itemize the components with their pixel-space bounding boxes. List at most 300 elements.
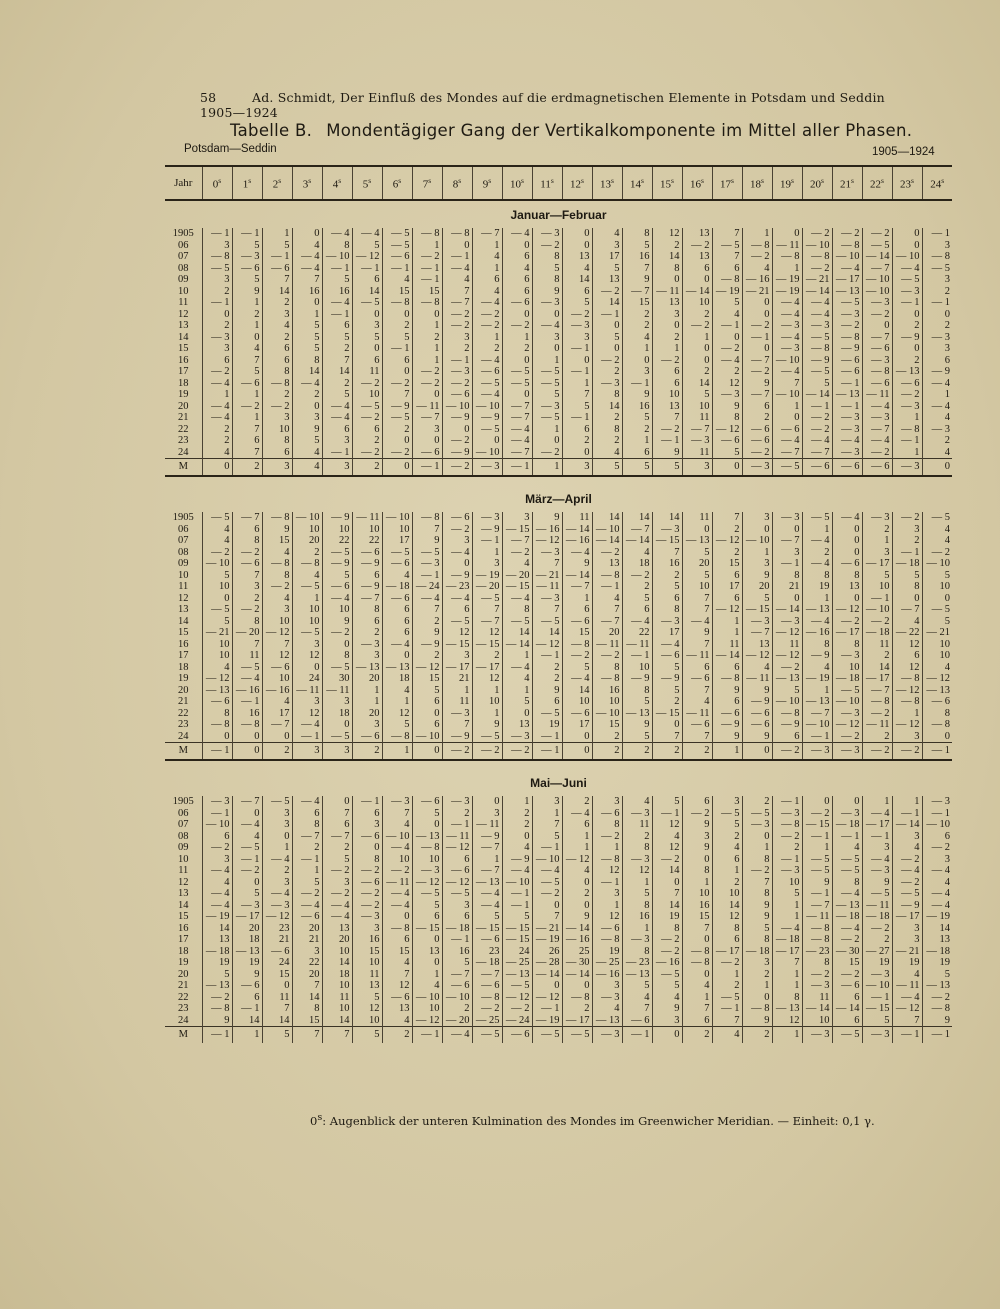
value-cell: 2 [742,1027,772,1044]
value-cell: 6 [352,570,382,582]
value-cell: 1 [472,708,502,720]
value-cell: 3 [292,946,322,958]
value-cell: 2 [862,934,892,946]
year-cell: 12 [178,876,189,888]
value-cell: — 4 [772,297,802,309]
hour-header: 23$^s$ [892,166,922,200]
table-row [165,731,952,743]
year-cell: 23 [178,435,189,446]
hour-header: 0$^s$ [202,166,232,200]
value-cell: 1 [742,842,772,854]
value-cell: 5 [682,570,712,582]
table-row [165,389,952,401]
value-cell: — 1 [802,888,832,900]
year-cell: 17 [178,650,189,661]
value-cell: 18 [322,969,352,981]
value-cell: 11 [712,639,742,651]
value-cell: 10 [652,389,682,401]
value-cell: — 11 [682,650,712,662]
value-cell: 0 [352,842,382,854]
value-cell: — 1 [412,1027,442,1044]
value-cell: — 4 [772,923,802,935]
table-row [165,934,952,946]
value-cell: 10 [862,581,892,593]
value-cell: 0 [502,240,532,252]
value-cell: 5 [292,877,322,889]
value-cell: 2 [442,1003,472,1015]
value-cell: — 14 [802,1003,832,1015]
value-cell: — 6 [262,263,292,275]
value-cell: 1 [682,332,712,344]
value-cell: — 11 [802,911,832,923]
value-cell: 7 [712,512,742,524]
value-cell: 2 [622,581,652,593]
value-cell: — 14 [502,639,532,651]
value-cell: 3 [712,796,742,808]
value-cell: 0 [892,309,922,321]
value-cell: 6 [352,424,382,436]
value-cell: — 18 [922,946,952,958]
value-cell: — 25 [472,1015,502,1027]
value-cell: — 1 [622,1027,652,1044]
table-row [165,251,952,263]
value-cell: 5 [202,570,232,582]
year-cell: 10 [178,285,189,297]
value-cell: 1 [802,842,832,854]
value-cell: — 17 [832,274,862,286]
value-cell: — 5 [712,808,742,820]
value-cell: — 3 [772,808,802,820]
value-cell: — 2 [892,854,922,866]
value-cell: 0 [652,1027,682,1044]
value-cell: — 2 [832,969,862,981]
value-cell: 3 [652,1015,682,1027]
value-cell: 13 [592,558,622,570]
table-row [165,401,952,413]
value-cell: 0 [382,435,412,447]
value-cell: — 1 [322,447,352,459]
value-cell: 10 [772,877,802,889]
value-cell: 4 [292,570,322,582]
value-cell: 2 [712,980,742,992]
value-cell: — 5 [832,1027,862,1044]
value-cell: 5 [382,719,412,731]
value-cell: — 6 [922,696,952,708]
value-cell: — 1 [592,309,622,321]
value-cell: 9 [742,731,772,743]
value-cell: 9 [412,535,442,547]
value-cell: — 10 [772,355,802,367]
value-cell: 6 [352,616,382,628]
value-cell: — 3 [772,616,802,628]
section-divider [165,476,952,485]
value-cell: 8 [652,604,682,616]
value-cell: — 10 [442,992,472,1004]
value-cell: — 4 [892,992,922,1004]
hour-header: 11$^s$ [532,166,562,200]
value-cell: — 17 [472,662,502,674]
value-cell: 12 [712,911,742,923]
value-cell: — 7 [472,969,502,981]
value-cell: — 4 [532,865,562,877]
section-title-row [165,485,952,512]
year-cell: 16 [178,638,189,650]
value-cell: — 4 [502,593,532,605]
value-cell: — 1 [922,808,952,820]
value-cell: 2 [262,389,292,401]
value-cell: — 7 [622,286,652,298]
value-cell: 22 [352,535,382,547]
value-cell: 4 [382,957,412,969]
value-cell: — 13 [592,1015,622,1027]
value-cell: — 3 [802,743,832,761]
value-cell: 4 [262,547,292,559]
value-cell: 13 [652,401,682,413]
value-cell: 5 [322,570,352,582]
value-cell: — 3 [352,639,382,651]
value-cell: 2 [712,366,742,378]
value-cell: 12 [262,650,292,662]
value-cell: 0 [742,743,772,761]
hour-header: 2$^s$ [262,166,292,200]
hour-header: 19$^s$ [772,166,802,200]
value-cell: 6 [922,355,952,367]
value-cell: — 15 [502,934,532,946]
value-cell: — 3 [352,911,382,923]
value-cell: — 13 [622,969,652,981]
year-cell: 14 [178,331,189,343]
value-cell: 6 [382,616,412,628]
value-cell: — 4 [442,1027,472,1044]
year-cell: 16 [178,354,189,366]
value-cell: 14 [322,366,352,378]
value-cell: — 3 [442,708,472,720]
value-cell: — 14 [862,251,892,263]
value-cell: — 12 [712,424,742,436]
value-cell: 6 [652,366,682,378]
value-cell: 2 [652,743,682,761]
value-cell: — 6 [322,581,352,593]
hour-header: 10$^s$ [502,166,532,200]
value-cell: — 15 [862,1003,892,1015]
year-cell: 23 [178,1003,189,1014]
value-cell: 10 [322,524,352,536]
value-cell: 7 [622,263,652,275]
value-cell: — 6 [712,435,742,447]
value-cell: — 2 [472,320,502,332]
table-row [165,946,952,958]
hour-header: 18$^s$ [742,166,772,200]
value-cell: — 10 [202,558,232,570]
table-row [165,662,952,674]
value-cell: — 4 [862,435,892,447]
value-cell: 4 [892,969,922,981]
value-cell: 23 [472,946,502,958]
value-cell: — 6 [502,297,532,309]
value-cell: — 2 [862,309,892,321]
value-cell: — 19 [472,570,502,582]
value-cell: 5 [412,808,442,820]
value-cell: — 14 [562,570,592,582]
value-cell: — 12 [412,1015,442,1027]
value-cell: — 4 [772,332,802,344]
value-cell: — 11 [742,673,772,685]
value-cell: 0 [562,877,592,889]
value-cell: 8 [592,662,622,674]
value-cell: 7 [442,719,472,731]
value-cell: 12 [892,662,922,674]
table-row [165,424,952,436]
value-cell: 5 [652,662,682,674]
value-cell: 7 [262,274,292,286]
value-cell: — 4 [922,865,952,877]
value-cell: 2 [892,320,922,332]
value-cell: 0 [262,831,292,843]
value-cell: 10 [352,957,382,969]
value-cell: — 8 [592,570,622,582]
table-row [165,627,952,639]
value-cell: 0 [412,934,442,946]
value-cell: 0 [472,435,502,447]
value-cell: 18 [232,934,262,946]
value-cell: — 3 [532,547,562,559]
value-cell: — 2 [682,808,712,820]
value-cell: — 6 [412,447,442,459]
value-cell: — 2 [802,808,832,820]
value-cell: — 7 [742,355,772,367]
value-cell: 7 [292,274,322,286]
value-cell: — 8 [772,819,802,831]
value-cell: 11 [802,992,832,1004]
value-cell: — 2 [592,355,622,367]
value-cell: — 3 [622,854,652,866]
value-cell: — 17 [862,558,892,570]
year-cell: 12 [178,308,189,320]
value-cell: — 3 [742,616,772,628]
value-cell: — 1 [442,819,472,831]
value-cell: — 19 [772,274,802,286]
value-cell: 1 [772,980,802,992]
value-cell: 5 [622,888,652,900]
value-cell: — 4 [682,616,712,628]
value-cell: — 4 [772,309,802,321]
footnote-symbol: 0$^s$ [310,1112,323,1128]
value-cell: — 4 [562,547,592,559]
value-cell: — 5 [532,1027,562,1044]
table-row [165,570,952,582]
value-cell: — 4 [502,435,532,447]
value-cell: — 10 [742,535,772,547]
value-cell: 2 [382,424,412,436]
value-cell: — 10 [862,274,892,286]
value-cell: 0 [922,459,952,477]
value-cell: 7 [232,424,262,436]
value-cell: 0 [742,524,772,536]
value-cell: — 1 [202,808,232,820]
value-cell: — 3 [412,558,442,570]
value-cell: — 8 [712,673,742,685]
value-cell: 10 [202,639,232,651]
value-cell: — 6 [562,708,592,720]
value-cell: 7 [682,639,712,651]
value-cell: 15 [412,286,442,298]
value-cell: 0 [742,297,772,309]
value-cell: 4 [592,228,622,240]
value-cell: 4 [922,535,952,547]
hour-header: 16$^s$ [682,166,712,200]
value-cell: — 1 [832,831,862,843]
value-cell: — 8 [832,240,862,252]
value-cell: 9 [232,969,262,981]
value-cell: 5 [622,593,652,605]
year-cell: 08 [178,262,189,274]
value-cell: — 2 [802,263,832,275]
table-row [165,923,952,935]
value-cell: 2 [292,842,322,854]
value-cell: — 12 [832,719,862,731]
table-row [165,969,952,981]
value-cell: 8 [532,274,562,286]
value-cell: — 8 [202,251,232,263]
value-cell: — 2 [802,228,832,240]
value-cell: — 13 [832,389,862,401]
value-cell: 2 [472,650,502,662]
value-cell: — 8 [202,719,232,731]
value-cell: — 18 [202,946,232,958]
value-cell: 7 [562,389,592,401]
value-cell: — 3 [202,332,232,344]
value-cell: 6 [562,286,592,298]
value-cell: — 5 [802,332,832,344]
value-cell: 5 [922,570,952,582]
value-cell: — 6 [352,547,382,559]
value-cell: 5 [322,389,352,401]
value-cell: 3 [592,888,622,900]
value-cell: — 1 [532,743,562,761]
hour-header: 15$^s$ [652,166,682,200]
value-cell: 4 [502,673,532,685]
value-cell: 3 [292,743,322,761]
table-row [165,366,952,378]
table-row [165,854,952,866]
value-cell: — 3 [592,1027,622,1044]
value-cell: 10 [322,604,352,616]
value-cell: 4 [922,662,952,674]
value-cell: — 13 [772,673,802,685]
value-cell: — 3 [772,865,802,877]
value-cell: — 2 [892,743,922,761]
value-cell: 1 [412,969,442,981]
value-cell: 13 [832,581,862,593]
value-cell: — 12 [712,604,742,616]
year-cell: 21 [178,412,189,423]
value-cell: — 6 [352,831,382,843]
value-cell: 4 [202,524,232,536]
value-cell: 3 [442,535,472,547]
value-cell: 6 [352,355,382,367]
value-cell: 8 [262,435,292,447]
value-cell: 9 [922,1015,952,1027]
value-cell: — 4 [652,639,682,651]
value-cell: — 2 [742,320,772,332]
value-cell: — 4 [922,900,952,912]
value-cell: — 21 [892,946,922,958]
year-cell: 23 [178,719,189,730]
value-cell: — 4 [292,378,322,390]
value-cell: 2 [532,673,562,685]
value-cell: 15 [682,911,712,923]
value-cell: 5 [682,547,712,559]
value-cell: 22 [292,957,322,969]
value-cell: — 1 [412,263,442,275]
value-cell: — 9 [772,719,802,731]
value-cell: — 1 [502,888,532,900]
table-row [165,558,952,570]
value-cell: 5 [352,240,382,252]
value-cell: 10 [292,524,322,536]
value-cell: — 2 [802,424,832,436]
value-cell: 10 [292,604,322,616]
value-cell: — 10 [412,731,442,743]
value-cell: — 10 [772,389,802,401]
value-cell: — 4 [232,819,262,831]
value-cell: 0 [292,401,322,413]
year-cell: 19 [178,673,189,684]
value-cell: 4 [502,842,532,854]
value-cell: — 5 [502,366,532,378]
value-cell: 4 [232,343,262,355]
value-cell: — 3 [832,424,862,436]
value-cell: 16 [682,900,712,912]
value-cell: — 7 [442,969,472,981]
value-cell: — 9 [472,412,502,424]
value-cell: — 9 [502,854,532,866]
value-cell: 24 [262,957,292,969]
value-cell: 3 [532,796,562,808]
value-cell: — 5 [832,685,862,697]
value-cell: 3 [292,696,322,708]
value-cell: 14 [682,378,712,390]
value-cell: 7 [532,558,562,570]
value-cell: — 5 [502,980,532,992]
value-cell: — 3 [772,512,802,524]
value-cell: — 2 [352,900,382,912]
value-cell: 8 [502,604,532,616]
value-cell: — 6 [472,980,502,992]
value-cell: 9 [742,900,772,912]
value-cell: 9 [742,911,772,923]
value-cell: 26 [532,946,562,958]
value-cell: 8 [922,708,952,720]
value-cell: — 2 [832,731,862,743]
value-cell: 3 [742,558,772,570]
value-cell: 8 [622,946,652,958]
value-cell: — 2 [652,355,682,367]
value-cell: 2 [262,743,292,761]
value-cell: 4 [502,558,532,570]
value-cell: 0 [232,743,262,761]
value-cell: 1 [262,228,292,240]
value-cell: 8 [832,570,862,582]
value-cell: — 6 [502,1027,532,1044]
year-cell: 22 [178,991,189,1003]
value-cell: 0 [322,796,352,808]
value-cell: — 8 [562,992,592,1004]
value-cell: — 1 [292,731,322,743]
value-cell: — 8 [682,946,712,958]
mean-row [165,1027,952,1044]
year-cell: M [165,743,202,761]
